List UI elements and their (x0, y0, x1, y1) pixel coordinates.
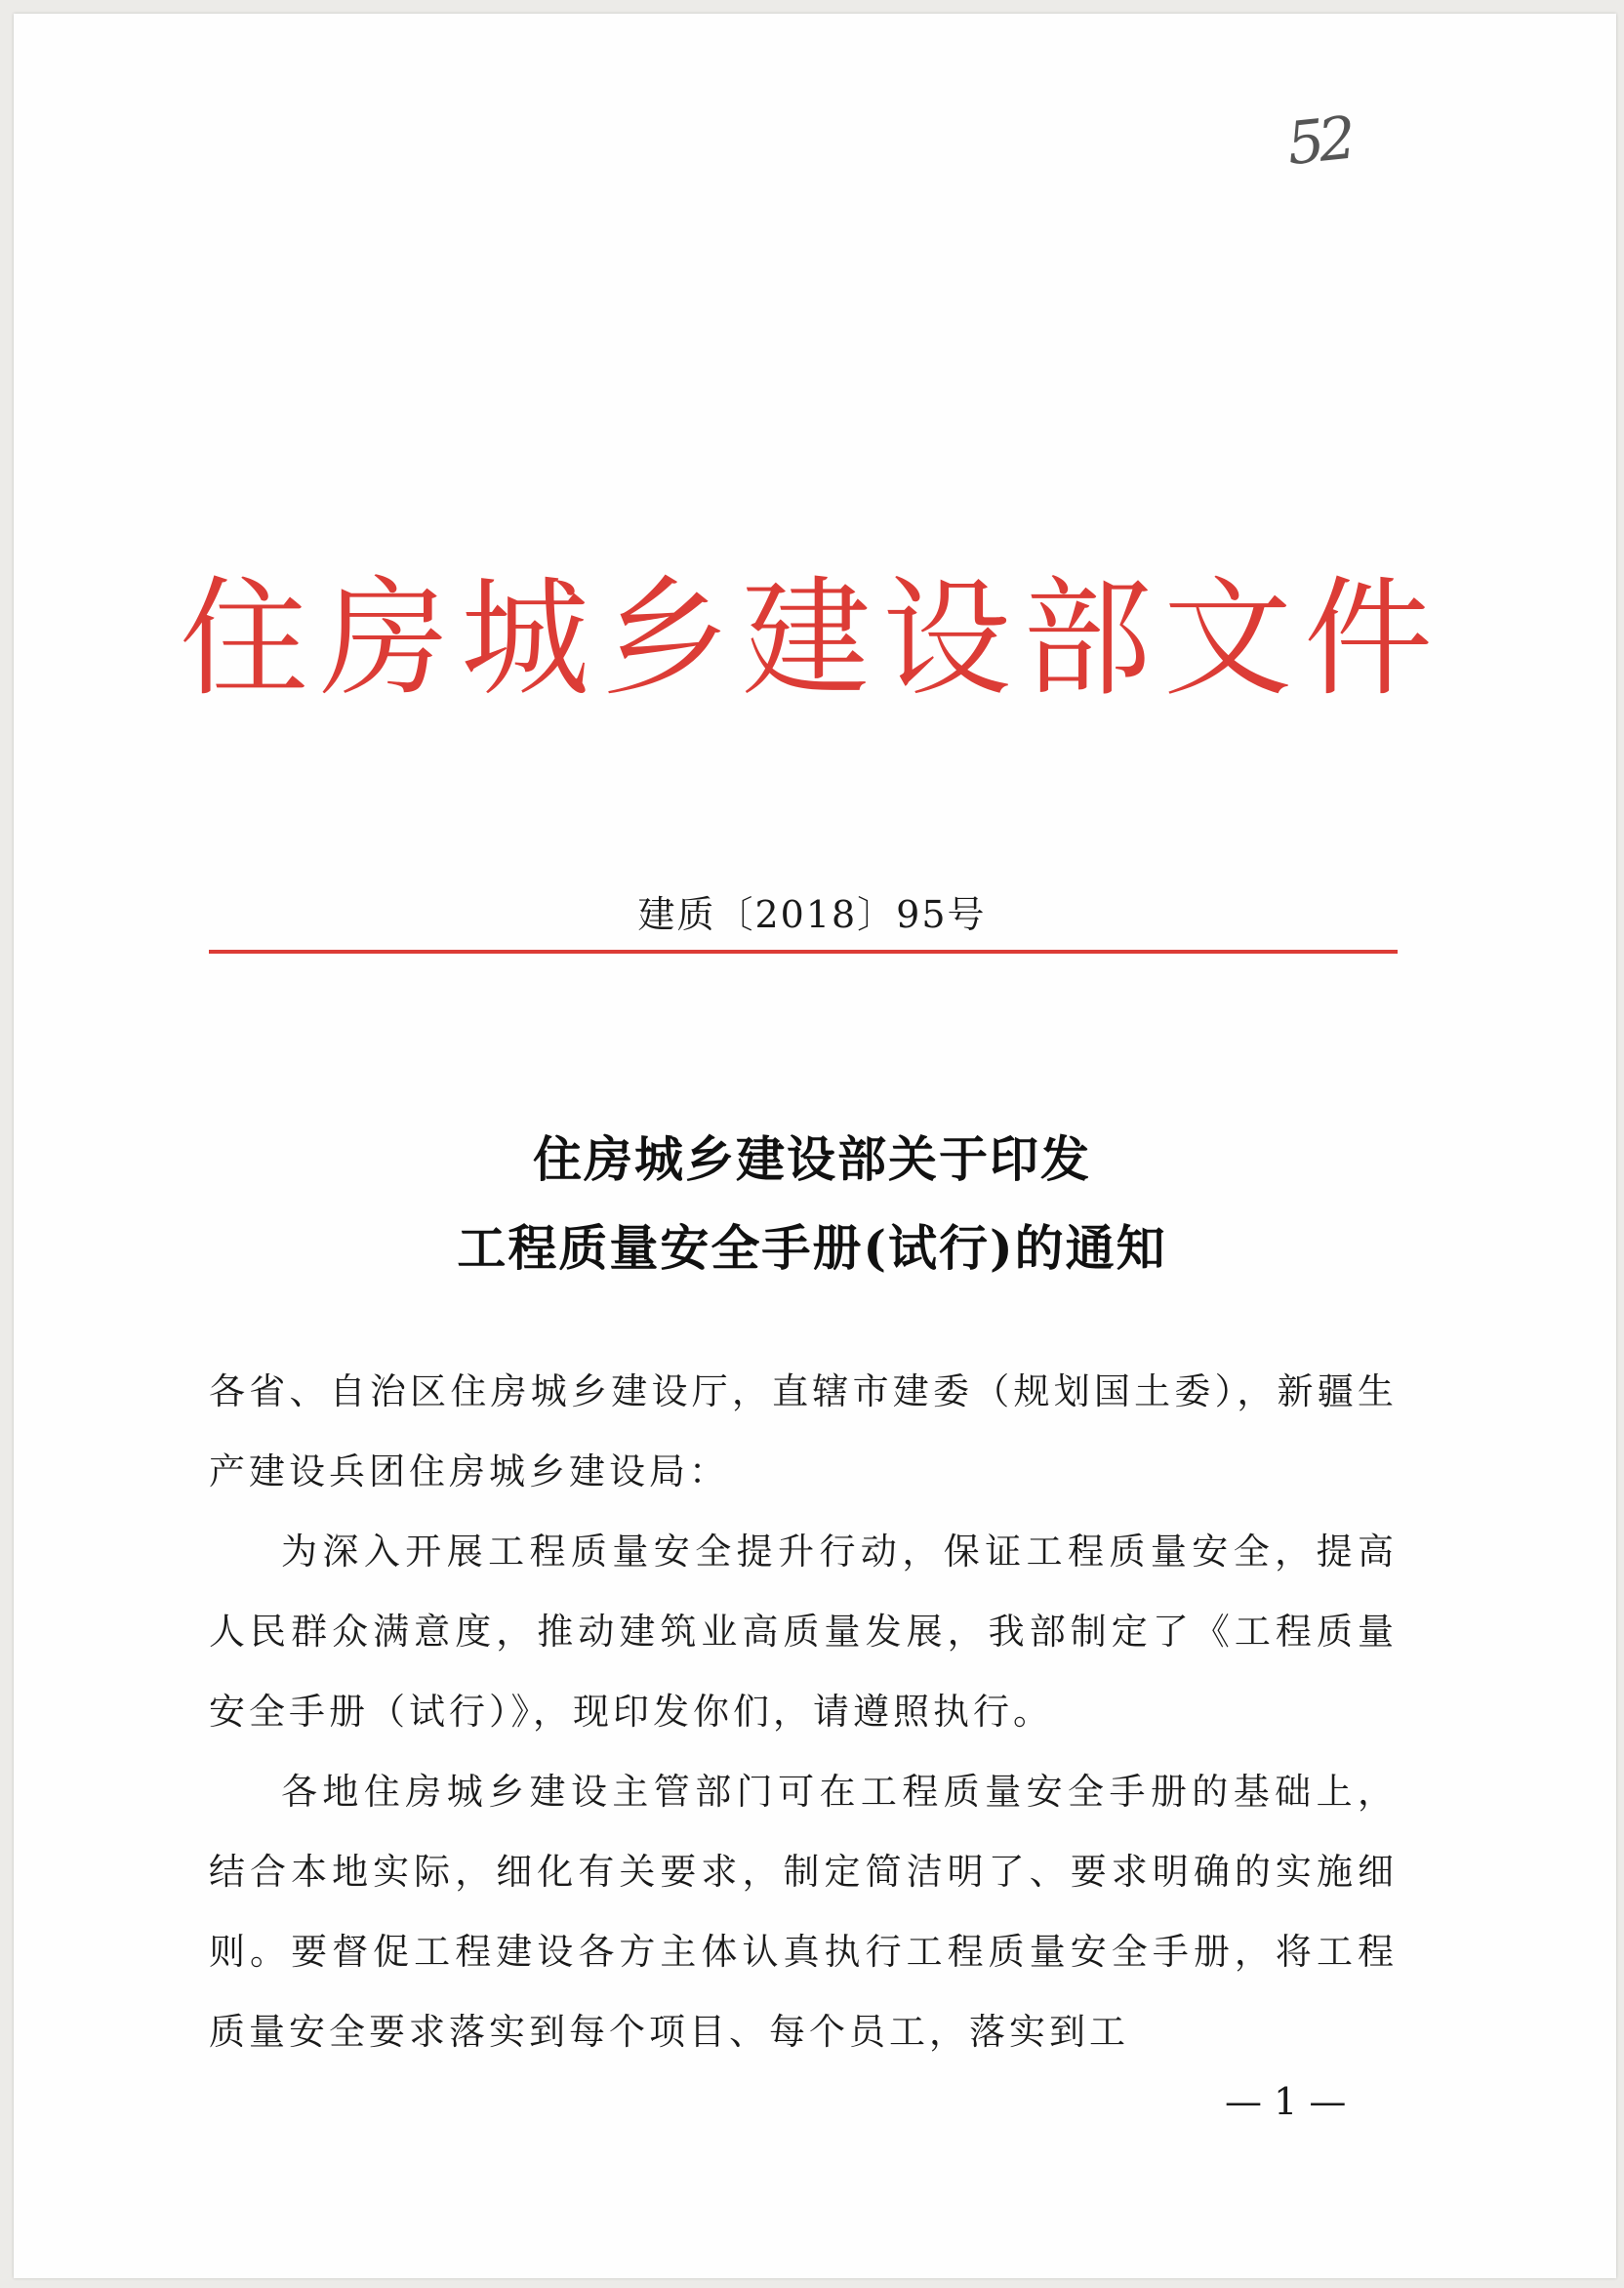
red-divider-line (209, 950, 1398, 954)
body-paragraph: 为深入开展工程质量安全提升行动，保证工程质量安全，提高人民群众满意度，推动建筑业高质量发展，我部制定了《工程质量安全手册（试行）》，现印发你们，请遵照执行。 (209, 1531, 1398, 1733)
notice-title-line-2: 工程质量安全手册(试行)的通知 (457, 1219, 1167, 1277)
notice-title-line-1: 住房城乡建设部关于印发 (533, 1130, 1091, 1188)
handwritten-page-mark: 52 (1283, 103, 1354, 180)
notice-body (209, 1352, 1398, 2072)
body-paragraph: 各地住房城乡建设主管部门可在工程质量安全手册的基础上，结合本地实际，细化有关要求，制定简洁明了、要求明确的实施细则。要督促工程建设各方主体认真执行工程质量安全手册，将工程质量安全要求落实到每个项目、每个员工，落实到工 (209, 1771, 1398, 2053)
page-number: — 1 — (1225, 2080, 1347, 2123)
masthead-title: 住房城乡建设部文件 (180, 564, 1444, 715)
salutation-paragraph: 各省、自治区住房城乡建设厅，直辖市建委（规划国土委），新疆生产建设兵团住房城乡建设局： (209, 1370, 1398, 1492)
document-number: 建质〔2018〕95号 (637, 893, 987, 936)
